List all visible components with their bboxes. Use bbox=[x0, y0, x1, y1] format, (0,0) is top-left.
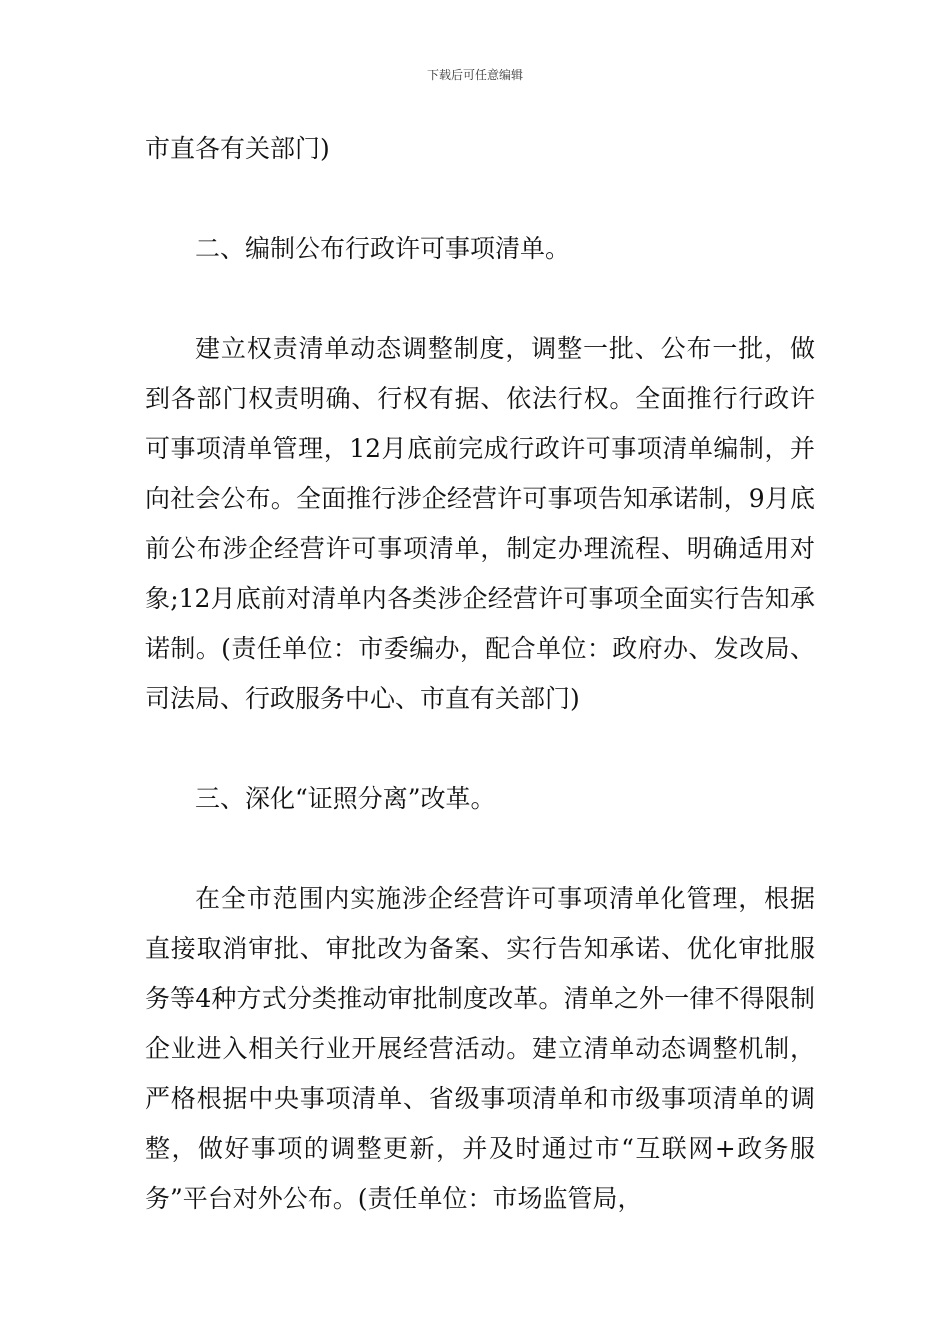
paragraph-section-3-body: 在全市范围内实施涉企经营许可事项清单化管理，根据直接取消审批、审批改为备案、实行告知承诺、优化审批服务等4种方式分类推动审批制度改革。清单之外一律不得限制企业进入相关行业开展经营活动。建立清单动态调整机制，严格根据中央事项清单、省级事项清单和市级事项清单的调整，做好事项的调整更新，并及时通过市“互联网+政务服务”平台对外公布。(责任单位：市场监管局， bbox=[145, 884, 815, 1213]
document-body bbox=[145, 124, 815, 1224]
section-heading-3: 三、深化“证照分离”改革。 bbox=[195, 784, 496, 813]
paragraph-gap bbox=[145, 824, 815, 874]
section-heading-2: 二、编制公布行政许可事项清单。 bbox=[195, 234, 571, 263]
paragraph-continuation: 市直各有关部门) bbox=[145, 134, 330, 163]
paragraph-gap bbox=[145, 174, 815, 224]
paragraph-section-2-body: 建立权责清单动态调整制度，调整一批、公布一批，做到各部门权责明确、行权有据、依法行权。全面推行行政许可事项清单管理，12月底前完成行政许可事项清单编制，并向社会公布。全面推行涉企经营许可事项告知承诺制，9月底前公布涉企经营许可事项清单，制定办理流程、明确适用对象;12月底前对清单内各类涉企经营许可事项全面实行告知承诺制。(责任单位：市委编办，配合单位：政府办、发改局、司法局、行政服务中心、市直有关部门) bbox=[145, 334, 815, 713]
paragraph-gap bbox=[145, 724, 815, 774]
page-header: 下载后可任意编辑 bbox=[426, 68, 523, 82]
paragraph-gap bbox=[145, 274, 815, 324]
